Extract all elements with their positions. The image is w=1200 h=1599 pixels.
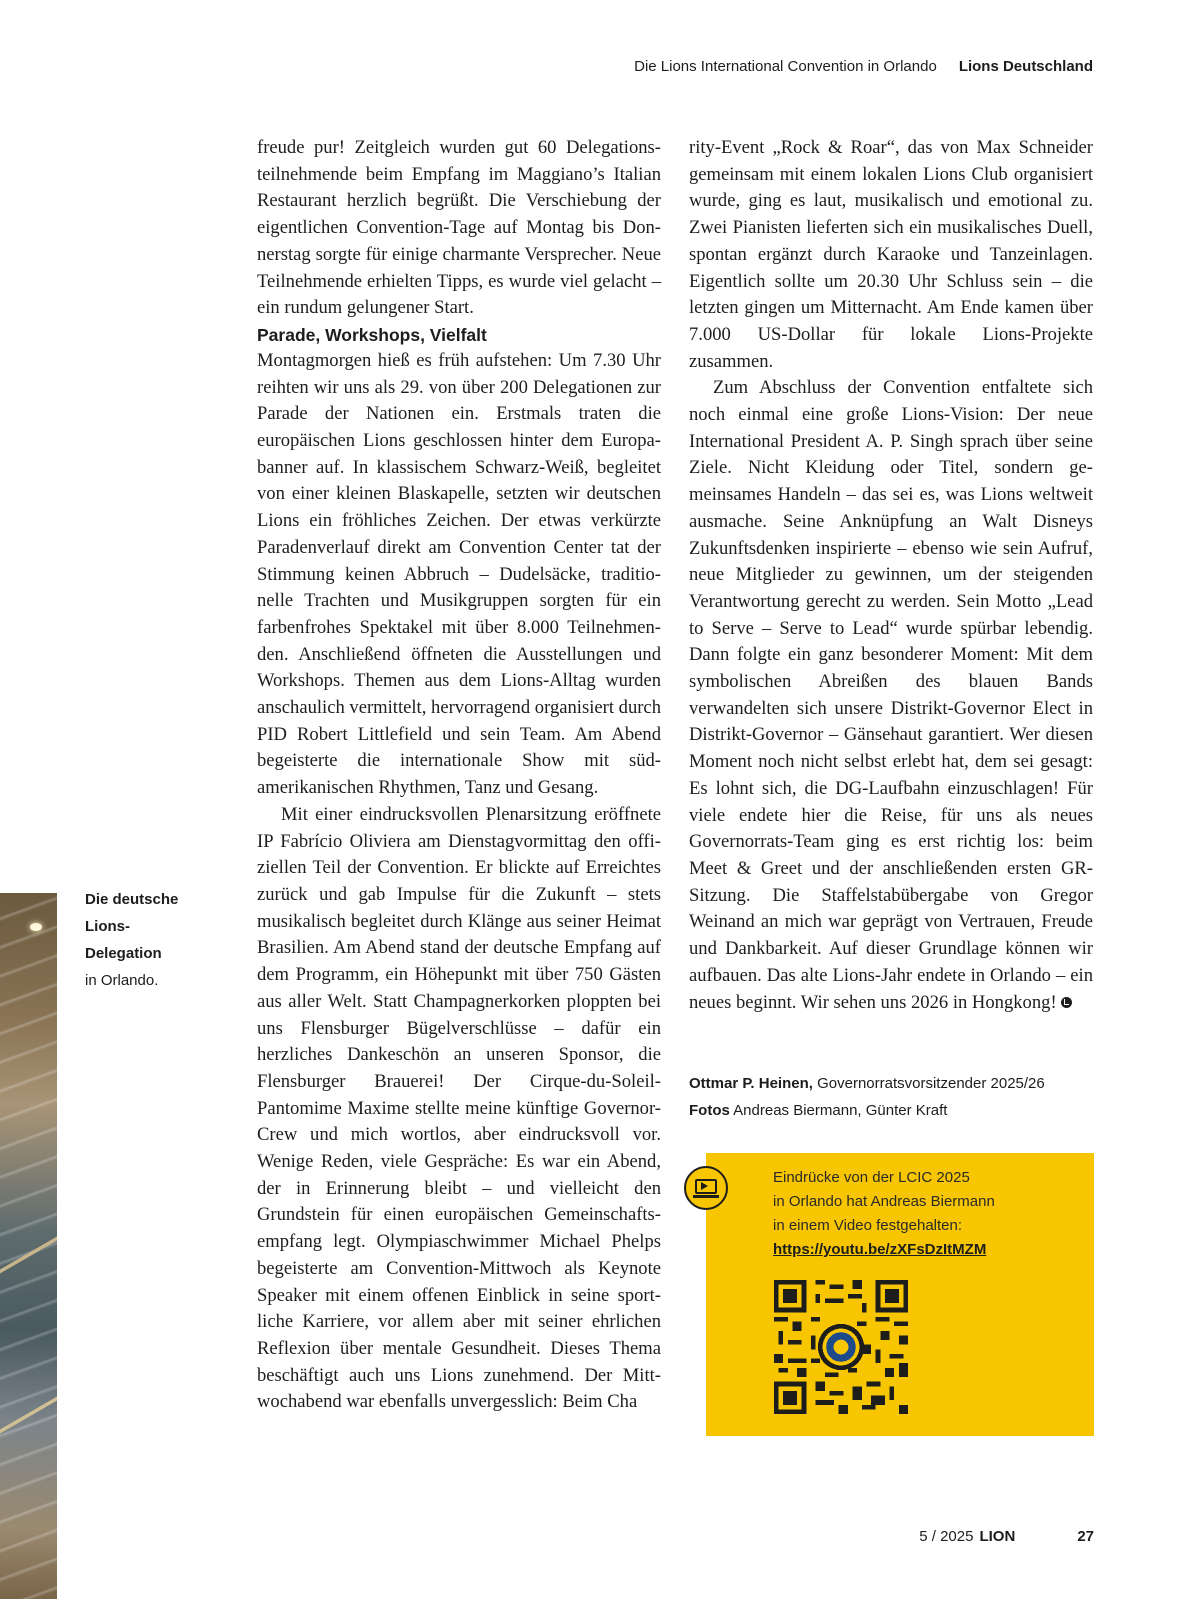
qr-code-icon[interactable]: [774, 1280, 908, 1414]
issue-number: 5 / 2025: [919, 1528, 974, 1545]
lions-end-mark-icon: [1061, 997, 1072, 1008]
subheading: Parade, Workshops, Vielfalt: [257, 324, 487, 345]
article-column-1: [257, 135, 661, 1416]
photos-names: Andreas Biermann, Günter Kraft: [733, 1102, 948, 1119]
info-line-3: in einem Video festgehalten:: [773, 1217, 963, 1234]
page-number: 27: [1077, 1528, 1094, 1545]
paragraph-with-end-mark: [689, 375, 1093, 1016]
video-link[interactable]: https://youtu.be/zXFsDzItMZM: [773, 1241, 987, 1258]
photo-credit-line: [689, 1097, 1109, 1124]
info-text: [773, 1166, 1073, 1262]
running-header: [634, 58, 1093, 75]
delegation-photo: [0, 893, 57, 1599]
author-role: Governorratsvorsitzender 2025/26: [817, 1075, 1045, 1092]
photos-label: Fotos: [689, 1102, 730, 1119]
author-line: [689, 1070, 1109, 1097]
article-column-2: [689, 135, 1093, 1016]
paragraph: rity-Event „Rock & Roar“, das von Max Schneider gemeinsam mit einem lokalen Lions Club organisiert wurde, ging es laut, musikalisch und emotional zu. Zwei Pianisten lieferten sich ein musikalisches Duell, spontan ergänzt durch Karaoke und Tanzeinlagen. Eigentlich sollte um 20.30 Uhr Schluss sein – die letzten gingen um Mitternacht. Am Ende kamen über 7.000 US-Dollar für lokale Lions-Projekte zusammen.: [689, 137, 1093, 372]
caption-line-3: Delegation: [85, 945, 162, 962]
header-brand: Lions Deutschland: [958, 58, 1093, 75]
article-credits: [689, 1070, 1109, 1124]
footer-brand: LION: [979, 1528, 1016, 1545]
info-line-1: Eindrücke von der LCIC 2025: [773, 1169, 970, 1186]
caption-line-1: Die deutsche: [85, 891, 179, 908]
video-screen-icon: [684, 1166, 728, 1210]
caption-line-2: Lions-: [85, 918, 130, 935]
paragraph-text: Zum Abschluss der Convention entfaltete sich noch einmal eine große Lions-Vision: Der neue International President A. P. Singh sprach über seine Ziele. Nicht Kleidung oder Titel, sondern gemeinsames Handeln – das sei es, was Lions weltweit ausmache. Seine Anknüpfung an Walt Disneys Zukunftsdenken inspirierte – ebenso wie sein Aufruf, neue Mitglieder zu gewinnen, um der steigenden Verantwortung gerecht zu werden. Sein Motto „Lead to Serve – Serve to Lead“ wurde spürbar lebendig. Dann folgte ein ganz besonderer Moment: Mit dem symbolischen Abreißen des blauen Bands verwandelten sich unsere Distrikt-Governor Elect in Distrikt-Governor – Gänsehaut garantiert. Wer diesen Moment noch nicht selbst erlebt hat, dem sei gesagt: Es lohnt sich, die DG-Laufbahn einzuschlagen! Für viele endete hier die Reise, für uns als neues Governorrats-Team ging es erst richtig los: beim Meet & Greet und der anschließenden ersten GR-Sitzung. Die Staffelstabübergabe von Gregor Weinand an mich war geprägt von Vertrauen, Freude und Dankbarkeit. Auf dieser Grundlage können wir aufbauen. Das alte Lions-Jahr endete in Orlando – ein neues beginnt. Wir sehen uns 2026 in Hongkong!: [689, 377, 1093, 1013]
paragraph: Mit einer eindrucksvollen Plenarsitzung eröffnete IP Fabrício Oliviera am Dienstagvormittag den offiziellen Teil der Convention. Er blickte auf Erreichtes zurück und gab Impulse für die Zukunft – stets musikalisch begleitet durch Klänge aus seiner Heimat Brasilien. Am Abend stand der deutsche Empfang auf dem Programm, ein Höhepunkt mit über 750 Gästen aus aller Welt. Statt Champagnerkorken ploppten bei uns Flensburger Bügelverschlüsse – dafür ein herzliches Dankeschön an unseren Sponsor, die Flensburger Brauerei! Der Cirque-du-Soleil-Pantomime Maxime stellte meine künftige Governor-Crew und mich wortlos, aber eindrucksvoll vor. Wenige Reden, viele Gespräche: Es war ein Abend, der in Erinnerung bleibt – und vielleicht den Grundstein für einen europäischen Gemeinschaftsempfang legt. Olympiaschwimmer Michael Phelps begeisterte am Convention-Mittwoch als Keynote Speaker mit einem offenen Einblick in seine sportliche Karriere, vor allem aber mit seiner ehrlichen Reflexion über mentale Gesundheit. Dieses Thema beschäftigt auch uns Lions zunehmend. Der Mittwochabend war ebenfalls unvergesslich: Beim Cha: [257, 803, 661, 1413]
author-name: Ottmar P. Heinen,: [689, 1075, 813, 1092]
info-line-2: in Orlando hat Andreas Biermann: [773, 1193, 995, 1210]
photo-caption: [85, 886, 205, 994]
paragraph: Montagmorgen hieß es früh aufstehen: Um 7.30 Uhr reihten wir uns als 29. von über 200 Delegationen zur Parade der Nationen ein. Erstmals traten die europäischen Lions geschlossen hinter dem Europabanner auf. In klassischem Schwarz-Weiß, begleitet von einer kleinen Blaskapelle, setzten wir deutschen Lions ein fröhliches Zeichen. Der etwas verkürzte Paradenverlauf direkt am Convention Center tat der Stimmung keinen Abbruch – Dudelsäcke, traditionelle Trachten und Musikgruppen sorgten für ein farbenfrohes Spektakel mit über 8.000 Teilnehmenden. Anschließend öffneten die Ausstellungen und Workshops. Themen aus dem Lions-Alltag wurden anschaulich vermittelt, hervorragend organisiert durch PID Robert Littlefield und sein Team. Am Abend begeisterte die internationale Show mit südamerikanischen Rhythmen, Tanz und Gesang.: [257, 349, 661, 799]
video-info-box: [706, 1153, 1094, 1436]
caption-line-4: in Orlando.: [85, 972, 159, 989]
page-footer: [919, 1528, 1094, 1545]
header-section-title: Die Lions International Convention in Orlando: [634, 58, 937, 75]
paragraph: freude pur! Zeitgleich wurden gut 60 Delegationsteilnehmende beim Empfang im Maggiano’s Italian Restaurant herzlich begrüßt. Die Verschiebung der eigentlichen Convention-Tage auf Montag bis Donnerstag sorgte für einige charmante Versprecher. Neue Teilnehmende erhielten Tipps, es wurde viel gelacht – ein rundum gelungener Start.: [257, 137, 661, 319]
